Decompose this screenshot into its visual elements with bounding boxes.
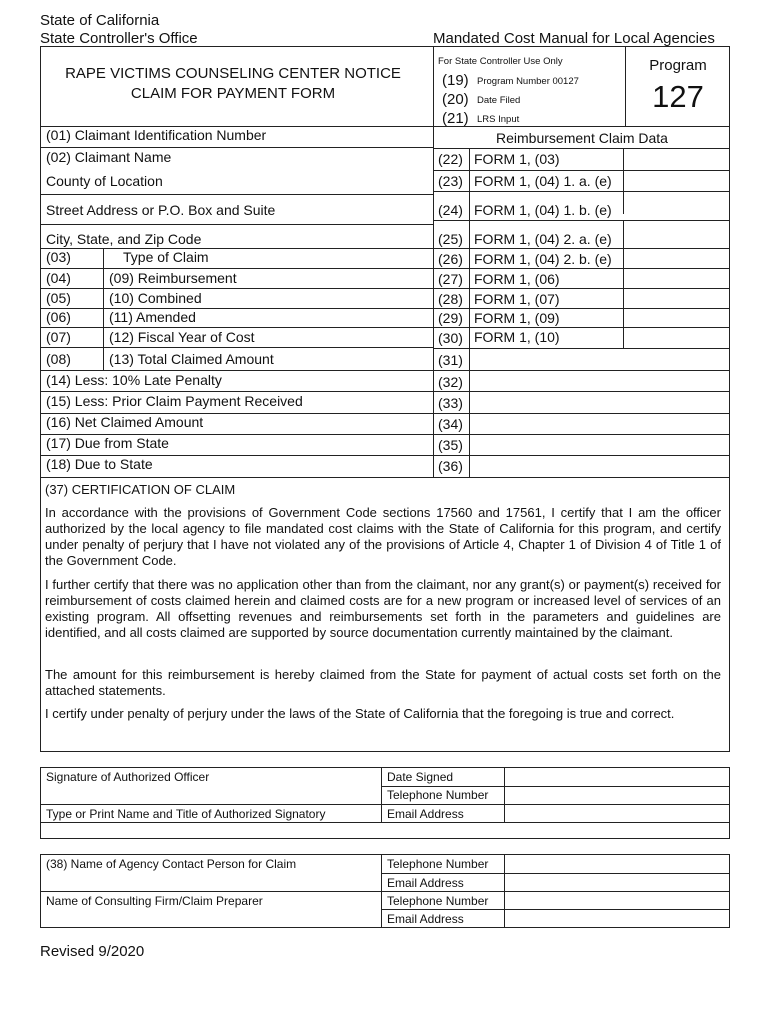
sig-rule [40,822,730,823]
sco-box-divider [433,46,434,126]
net-claimed-field[interactable]: (16) Net Claimed Amount [46,414,204,430]
type-row-num: (08) [46,351,71,367]
rule-type-4 [40,347,433,348]
reimb-value-divider-b [623,220,624,348]
form-title-line2: CLAIM FOR PAYMENT FORM [130,85,336,102]
street-field[interactable]: Street Address or P.O. Box and Suite [46,202,276,218]
sig-col-divider-1 [381,767,382,822]
contact-telephone-field[interactable]: Telephone Number [387,857,489,871]
reimb-rule [433,170,730,171]
rule-type-2 [40,308,433,309]
reimb-row-num: (27) [438,271,463,287]
reimb-row-num: (33) [438,395,463,411]
reimb-row-label: FORM 1, (04) 1. a. (e) [474,173,612,189]
reimb-row-num: (28) [438,291,463,307]
rule-01 [40,147,433,148]
fiscal-year-field[interactable]: (12) Fiscal Year of Cost [109,329,255,345]
certification-heading: (37) CERTIFICATION OF CLAIM [45,482,236,497]
type-row-num: (04) [46,270,71,286]
reimb-rule [433,248,730,249]
amended-option[interactable]: (11) Amended [109,309,196,325]
consulting-firm-field[interactable]: Name of Consulting Firm/Claim Preparer [46,894,263,908]
firm-email-field[interactable]: Email Address [387,912,464,926]
reimb-rule [433,268,730,269]
reimb-row-label: FORM 1, (09) [474,310,560,326]
reimb-row-label: FORM 1, (03) [474,151,560,167]
reimb-rule [433,220,730,221]
signature-officer-field[interactable]: Signature of Authorized Officer [46,770,210,784]
reimb-row-label: FORM 1, (10) [474,329,560,345]
reimb-row-num: (26) [438,251,463,267]
certification-paragraph-4: I certify under penalty of perjury under the laws of the State of California that the foregoing is true and correct. [45,706,675,721]
due-from-state-field[interactable]: (17) Due from State [46,435,169,451]
reimb-row-num: (30) [438,330,463,346]
contact-rule [381,873,730,874]
type-of-claim-label: Type of Claim [123,249,209,265]
reimb-rule [433,455,730,456]
total-claimed-field[interactable]: (13) Total Claimed Amount [109,351,274,367]
certification-paragraph-1: In accordance with the provisions of Government Code sections 17560 and 17561, I certify that I am the officer authorized by the local agency to file mandated cost claims with the State of California for this program, and certify under penalty of perjury that I have not violated any of the provisions of Article 4, Chapter 1 of Division 4 of Title 1 of the Government Code. [45,505,721,568]
contact-rule [40,891,730,892]
program-number: 127 [652,79,704,114]
due-to-state-field[interactable]: (18) Due to State [46,456,153,472]
reimb-header-rule [433,148,730,149]
reimb-rule [433,370,730,371]
type-row-num: (03) [46,249,71,265]
contact-rule [381,909,730,910]
form-title-line1: RAPE VICTIMS COUNSELING CENTER NOTICE [65,65,401,82]
office-label: State Controller's Office [40,30,198,47]
claimant-name-field[interactable]: (02) Claimant Name [46,149,172,165]
reimb-rule [433,327,730,328]
center-divider [433,126,434,478]
rule-street [40,224,433,225]
signatory-email-field[interactable]: Email Address [387,807,464,821]
date-filed-field[interactable]: Date Filed [477,95,521,106]
reimb-row-num: (23) [438,173,463,189]
reimb-rule [433,191,730,192]
reimb-row-label: FORM 1, (04) 2. a. (e) [474,231,612,247]
reimb-row-label: FORM 1, (07) [474,291,560,307]
reimb-row-num: (35) [438,437,463,453]
reimbursement-option[interactable]: (09) Reimbursement [109,270,237,286]
type-row-num: (05) [46,290,71,306]
late-penalty-field[interactable]: (14) Less: 10% Late Penalty [46,372,222,388]
combined-option[interactable]: (10) Combined [109,290,202,306]
sig-rule [381,786,730,787]
rule-less-0 [40,391,433,392]
sig-col-divider-2 [504,767,505,822]
firm-telephone-field[interactable]: Telephone Number [387,894,489,908]
reimb-row-label: FORM 1, (06) [474,271,560,287]
reimb-row-label: FORM 1, (04) 1. b. (e) [474,202,612,218]
reimb-row-num: (25) [438,231,463,247]
sco-20-num: (20) [442,91,469,108]
reimb-row-num: (34) [438,416,463,432]
reimb-value-divider-a [623,148,624,214]
reimb-rule [433,391,730,392]
reimb-num-divider [469,148,470,478]
reimb-row-num: (31) [438,352,463,368]
type-col-divider [103,248,104,370]
claimant-id-field[interactable]: (01) Claimant Identification Number [46,127,267,143]
rule-city [40,248,433,249]
signatory-name-field[interactable]: Type or Print Name and Title of Authorized Signatory [46,807,326,821]
type-row-num: (07) [46,329,71,345]
rule-type-5 [40,370,433,371]
contact-person-field[interactable]: (38) Name of Agency Contact Person for Claim [46,857,297,871]
reimb-row-num: (29) [438,310,463,326]
reimb-rule [433,288,730,289]
program-number-field[interactable]: Program Number 00127 [477,76,579,87]
reimb-row-num: (36) [438,458,463,474]
rule-type-1 [40,288,433,289]
lrs-input-field[interactable]: LRS Input [477,114,520,125]
reimb-rule [433,434,730,435]
rule-type-0 [40,268,433,269]
reimb-row-num: (32) [438,374,463,390]
revised-date: Revised 9/2020 [40,943,145,960]
reimb-row-label: FORM 1, (04) 2. b. (e) [474,251,612,267]
certification-paragraph-3: The amount for this reimbursement is hereby claimed from the State for payment of actual costs set forth on the attached statements. [45,667,721,698]
sig-rule [40,804,730,805]
reimb-rule [433,348,730,349]
state-label: State of California [40,12,160,29]
signatory-telephone-field[interactable]: Telephone Number [387,788,489,802]
rule-county [40,194,433,195]
reimb-rule [433,308,730,309]
sco-21-num: (21) [442,110,469,127]
sco-use-label: For State Controller Use Only [438,56,563,67]
type-row-num: (06) [46,309,71,325]
manual-title: Mandated Cost Manual for Local Agencies [433,30,715,47]
reimb-row-num: (24) [438,202,463,218]
county-field[interactable]: County of Location [46,173,163,189]
prior-payment-field[interactable]: (15) Less: Prior Claim Payment Received [46,393,303,409]
reimb-rule [433,413,730,414]
sco-19-num: (19) [442,72,469,89]
date-signed-field[interactable]: Date Signed [387,770,454,784]
rule-type-3 [40,327,433,328]
reimb-row-num: (22) [438,151,463,167]
reimb-top-rule [433,126,730,127]
reimb-header: Reimbursement Claim Data [496,130,668,146]
program-label: Program [649,57,707,74]
contact-email-field[interactable]: Email Address [387,876,464,890]
city-field[interactable]: City, State, and Zip Code [46,231,202,247]
certification-paragraph-2: I further certify that there was no application other than from the claimant, nor any grant(s) or payment(s) received for reimbursement of costs claimed herein and claimed costs are for a new program or increased level of services of an existing program. All offsetting revenues and reimbursements set forth in the parameters and guidelines are identified, and all costs claimed are supported by source documentation currently maintained by the claimant. [45,577,721,640]
